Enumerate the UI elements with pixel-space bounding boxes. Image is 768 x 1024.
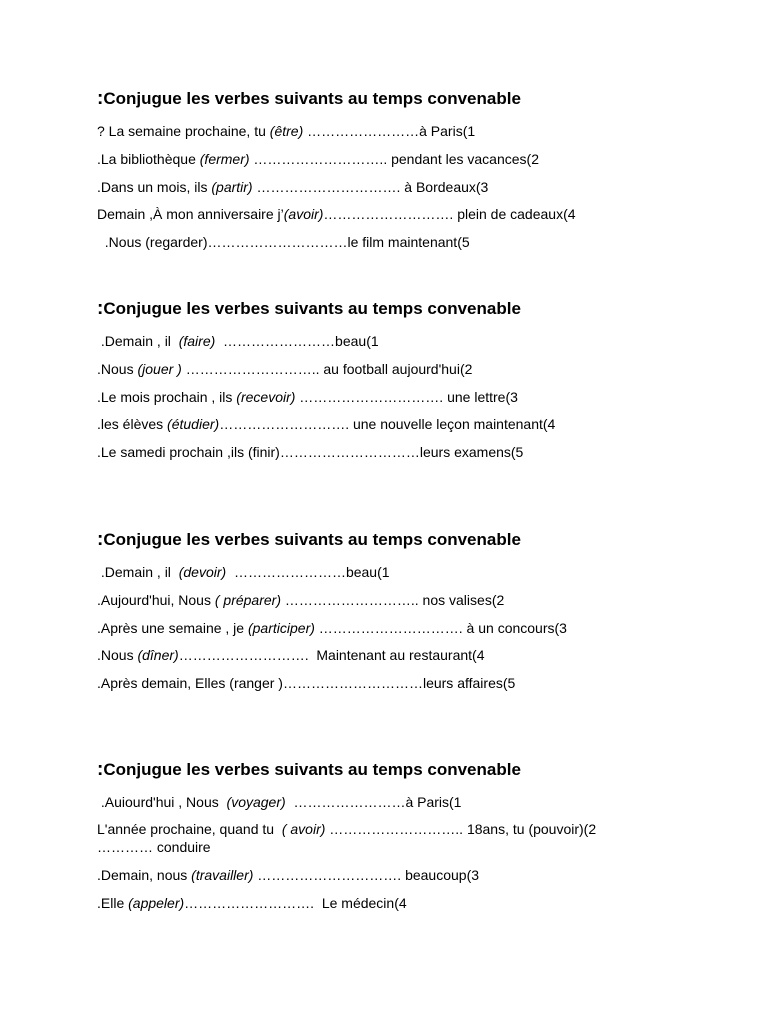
exercise-section-3	[97, 529, 697, 691]
exercise-line: .Nous (dîner)………………………. Maintenant au restaurant(4	[97, 647, 485, 663]
exercise-line: .Demain , il (faire) ……………………beau(1	[97, 333, 379, 349]
exercise-line: ………… conduire	[97, 839, 211, 855]
exercise-line: Demain ,À mon anniversaire j’(avoir)………………………. plein de cadeaux(4	[97, 206, 576, 222]
section-heading: :Conjugue les verbes suivants au temps convenable	[97, 298, 521, 319]
exercise-line: .Après une semaine , je (participer) …………………………. à un concours(3	[97, 620, 567, 636]
exercise-line: ? La semaine prochaine, tu (être) ……………………à Paris(1	[97, 123, 476, 139]
exercise-section-1	[97, 88, 697, 250]
exercise-line: .Demain, nous (travailler) …………………………. beaucoup(3	[97, 867, 480, 883]
exercise-section-2	[97, 298, 697, 460]
exercise-line: .Aujourd'hui, Nous ( préparer) ……………………….. nos valises(2	[97, 592, 505, 608]
section-heading: :Conjugue les verbes suivants au temps convenable	[97, 529, 521, 550]
exercise-line: .Dans un mois, ils (partir) …………………………. à Bordeaux(3	[97, 179, 489, 195]
exercise-line: .Auiourd'hui , Nous (voyager) ……………………à Paris(1	[97, 794, 462, 810]
exercise-line: .Elle (appeler)………………………. Le médecin(4	[97, 895, 407, 911]
exercise-line: .Après demain, Elles (ranger )…………………………leurs affaires(5	[97, 675, 516, 691]
exercise-line: .Le samedi prochain ,ils (finir)…………………………leurs examens(5	[97, 444, 524, 460]
exercise-line: .les élèves (étudier)………………………. une nouvelle leçon maintenant(4	[97, 416, 556, 432]
section-heading: :Conjugue les verbes suivants au temps convenable	[97, 759, 521, 780]
exercise-line: .Nous (regarder)…………………………le film maintenant(5	[97, 234, 470, 250]
exercise-line: .La bibliothèque (fermer) ……………………….. pendant les vacances(2	[97, 151, 539, 167]
exercise-line: .Demain , il (devoir) ……………………beau(1	[97, 564, 390, 580]
exercise-line: .Nous (jouer ) ……………………….. au football aujourd'hui(2	[97, 361, 473, 377]
section-heading: :Conjugue les verbes suivants au temps convenable	[97, 88, 521, 109]
exercise-line: L'année prochaine, quand tu ( avoir) ……………………….. 18ans, tu (pouvoir)(2	[97, 821, 597, 837]
exercise-section-4	[97, 759, 697, 911]
exercise-line: .Le mois prochain , ils (recevoir) …………………………. une lettre(3	[97, 389, 518, 405]
